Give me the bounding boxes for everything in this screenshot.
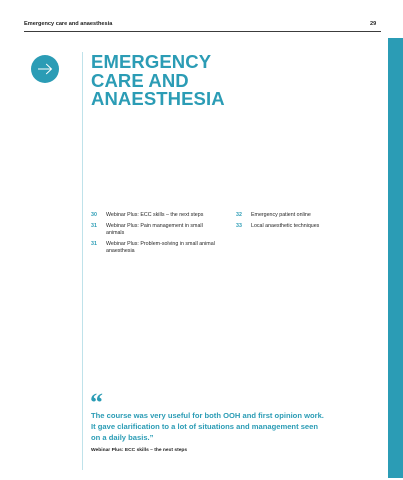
quote-attribution: Webinar Plus: ECC skills – the next steps (91, 448, 188, 453)
contents-page-number: 31 (91, 241, 97, 247)
contents-item[interactable] (236, 212, 381, 219)
contents-page-number: 33 (236, 223, 242, 229)
contents-item[interactable] (91, 223, 236, 237)
title-line: ANAESTHESIA (91, 88, 225, 109)
contents-title: Emergency patient online (251, 212, 311, 218)
header-divider (24, 31, 381, 32)
accent-sidebar (388, 38, 403, 478)
contents-title: Webinar Plus: Problem-solving in small animal anaesthesia (106, 241, 215, 254)
page-number: 29 (370, 21, 377, 27)
contents-list (91, 212, 381, 259)
contents-title: Webinar Plus: Pain management in small animals (106, 223, 203, 236)
contents-page-number: 31 (91, 223, 97, 229)
quote-line: It gave clarification to a lot of situations and management seen (91, 422, 319, 431)
contents-page-number: 30 (91, 212, 97, 218)
contents-title: Local anaesthetic techniques (251, 223, 320, 229)
title-line: EMERGENCY (91, 51, 212, 72)
title-line: CARE AND (91, 69, 189, 91)
section-title (91, 53, 311, 109)
arrow-right-glyph (37, 63, 53, 75)
contents-page-number: 32 (236, 212, 242, 218)
quote-mark-icon: “ (90, 388, 103, 417)
contents-item[interactable] (91, 241, 236, 255)
arrow-right-icon (31, 55, 59, 83)
vertical-divider (82, 52, 83, 470)
running-header: Emergency care and anaesthesia (24, 21, 113, 27)
testimonial-quote (91, 410, 361, 443)
contents-item[interactable] (236, 223, 381, 230)
quote-line: on a daily basis.” (91, 433, 154, 442)
quote-line: The course was very useful for both OOH and first opinion work. (91, 411, 324, 420)
contents-title: Webinar Plus: ECC skills – the next steps (106, 212, 204, 218)
contents-column-right (236, 212, 381, 259)
contents-column-left (91, 212, 236, 259)
contents-item[interactable] (91, 212, 236, 219)
